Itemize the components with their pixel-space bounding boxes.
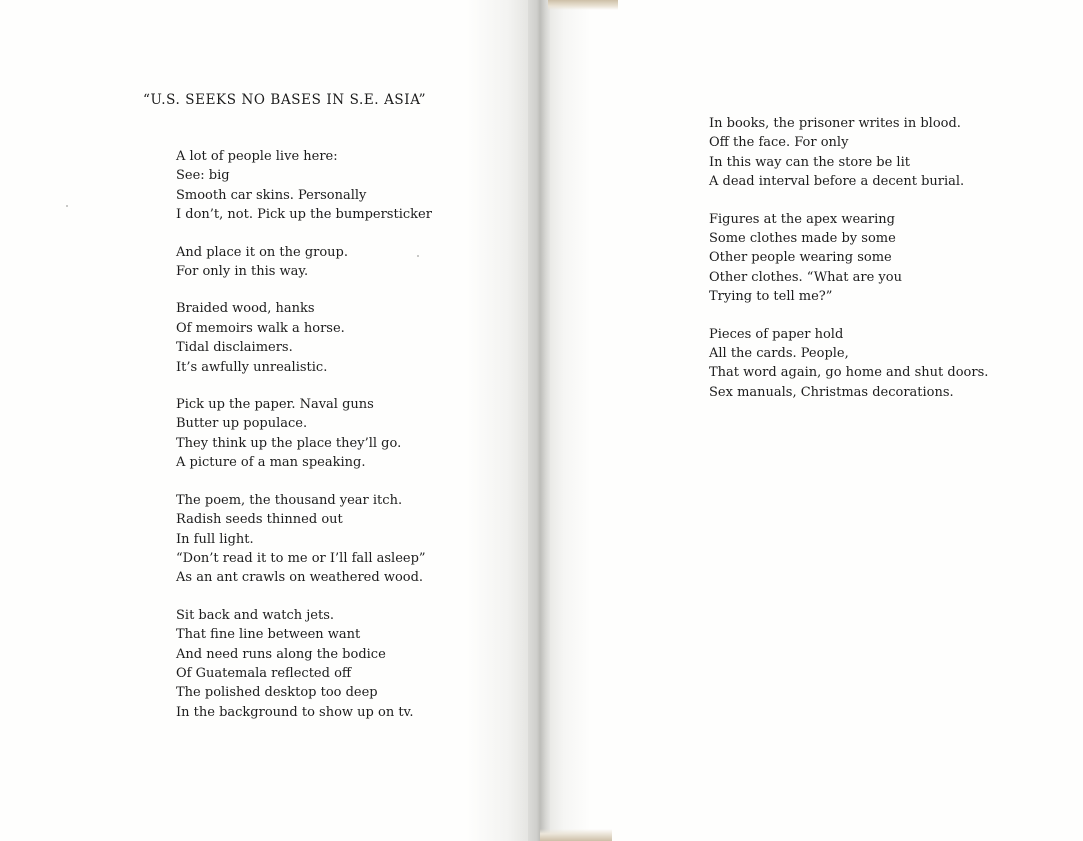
- stanza: [709, 325, 988, 403]
- binding-edge-bottom: [540, 829, 612, 841]
- poem-line: In this way can the store be lit: [709, 154, 910, 170]
- poem-line: “Don’t read it to me or I’ll fall asleep”: [176, 550, 426, 566]
- poem-line: A dead interval before a decent burial.: [709, 174, 965, 190]
- poem-line: Tidal disclaimers.: [176, 340, 293, 356]
- poem-line: It’s awfully unrealistic.: [176, 359, 328, 375]
- poem-line: Off the face. For only: [709, 135, 849, 151]
- stanza: [176, 299, 432, 377]
- poem-line: Pieces of paper hold: [709, 326, 844, 342]
- stanza: [176, 491, 432, 588]
- poem-line: And need runs along the bodice: [176, 646, 386, 662]
- book-gutter: [528, 0, 550, 841]
- stanza: [176, 147, 432, 225]
- poem-line: The poem, the thousand year itch.: [176, 492, 403, 508]
- poem-line: In full light.: [176, 531, 254, 547]
- poem-line: For only in this way.: [176, 264, 309, 280]
- poem-line: Butter up populace.: [176, 416, 308, 432]
- left-poem-text: [176, 147, 432, 740]
- poem-line: Radish seeds thinned out: [176, 512, 343, 528]
- stanza: [176, 606, 432, 722]
- poem-line: Smooth car skins. Personally: [176, 187, 367, 203]
- poem-line: See: big: [176, 168, 230, 184]
- poem-line: In books, the prisoner writes in blood.: [709, 116, 961, 131]
- poem-line: A lot of people live here:: [176, 149, 338, 164]
- poem-line: Trying to tell me?”: [709, 289, 833, 305]
- poem-title: “U.S. SEEKS NO BASES IN S.E. ASIA”: [143, 92, 427, 108]
- poem-line: They think up the place they’ll go.: [176, 435, 402, 451]
- poem-line: Sit back and watch jets.: [176, 607, 334, 623]
- poem-line: A picture of a man speaking.: [176, 455, 366, 471]
- poem-line: That word again, go home and shut doors.: [709, 365, 989, 381]
- paper-speck: [66, 205, 68, 207]
- poem-line: Figures at the apex wearing: [709, 211, 895, 227]
- poem-line: I don’t, not. Pick up the bumpersticker: [176, 207, 432, 223]
- right-poem-text: [709, 114, 988, 420]
- poem-line: All the cards. People,: [709, 346, 849, 362]
- poem-line: Other people wearing some: [709, 250, 892, 266]
- poem-line: As an ant crawls on weathered wood.: [176, 570, 424, 586]
- binding-edge-top: [548, 0, 618, 10]
- poem-line: In the background to show up on tv.: [176, 704, 414, 720]
- poem-line: Of Guatemala reflected off: [176, 665, 352, 681]
- poem-line: And place it on the group.: [176, 244, 349, 260]
- stanza: [709, 210, 988, 307]
- stanza: [176, 395, 432, 473]
- poem-line: Sex manuals, Christmas decorations.: [709, 384, 954, 400]
- poem-line: Braided wood, hanks: [176, 301, 315, 317]
- stanza: [709, 114, 988, 192]
- stanza: [176, 243, 432, 282]
- poem-line: Of memoirs walk a horse.: [176, 320, 345, 336]
- poem-line: Some clothes made by some: [709, 231, 896, 247]
- poem-line: Pick up the paper. Naval guns: [176, 397, 374, 413]
- poem-line: That fine line between want: [176, 627, 361, 643]
- poem-line: The polished desktop too deep: [176, 685, 378, 701]
- poem-line: Other clothes. “What are you: [709, 269, 902, 285]
